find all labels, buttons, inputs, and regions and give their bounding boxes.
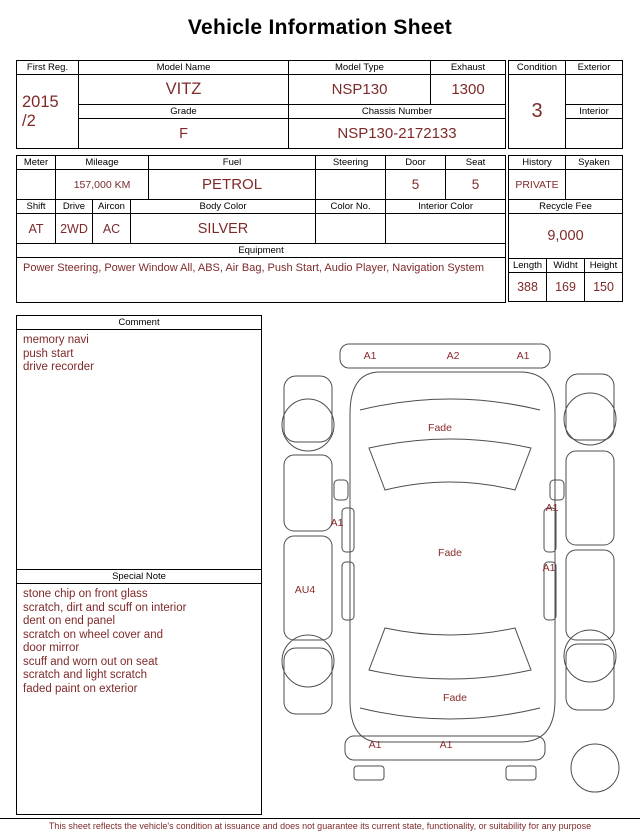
spec-table [16,155,506,303]
spare-wheel [571,744,619,792]
damage-mark-left-side: A1 [330,517,344,529]
vehicle-diagram [268,318,630,795]
interior-label: Interior [566,105,623,119]
left-mirror-shape [334,480,348,500]
width-value: 169 [547,273,585,302]
left-front-wheel [282,399,334,451]
chassis-number-label: Chassis Number [289,105,506,119]
interior-value [566,119,623,149]
special-note-line: door mirror [23,642,80,654]
recycle-fee-value: 9,000 [509,214,623,259]
footer-divider [0,818,640,819]
history-table [508,155,623,302]
meter-label: Meter [17,156,56,170]
recycle-fee-label: Recycle Fee [509,200,623,214]
body-color-label: Body Color [131,200,316,214]
shift-value: AT [17,214,56,244]
height-value: 150 [585,273,623,302]
damage-mark-front-right: A1 [516,350,530,362]
grade-value: F [79,119,289,149]
left-rear-wheel [282,635,334,687]
comment-text [17,330,261,569]
steering-value [316,170,386,200]
equipment-value: Power Steering, Power Window All, ABS, Air Bag, Push Start, Audio Player, Navigation System [17,258,506,303]
exterior-value [566,75,623,105]
color-no-value [316,214,386,244]
special-note-line: scratch on wheel cover and [23,628,163,641]
special-note-line: scratch and light scratch [23,669,148,681]
seat-value: 5 [446,170,506,200]
damage-mark-rear-center: A1 [439,739,453,751]
aircon-value: AC [93,214,131,244]
special-note-header: Special Note [17,569,261,584]
interior-color-label: Interior Color [386,200,506,214]
syaken-value [566,170,623,200]
damage-mark-front-center: A2 [446,350,460,362]
comment-line: memory navi [23,334,89,346]
model-type-label: Model Type [289,61,431,75]
comment-header: Comment [17,316,261,330]
history-value: PRIVATE [509,170,566,200]
length-value: 388 [509,273,547,302]
vehicle-info-table [16,60,506,149]
steering-label: Steering [316,156,386,170]
condition-table [508,60,623,149]
chassis-number-value: NSP130-2172133 [289,119,506,149]
condition-label: Condition [509,61,566,75]
exhaust-value: 1300 [431,75,506,105]
door-value: 5 [386,170,446,200]
right-rear-wheel [564,630,616,682]
left-side-view [282,376,334,714]
damage-mark-right-front-door: A1 [545,502,559,514]
seat-label: Seat [446,156,506,170]
shift-label: Shift [17,200,56,214]
color-no-label: Color No. [316,200,386,214]
first-reg-value [17,75,79,149]
special-note-line: dent on end panel [23,615,116,627]
width-label: Widht [547,259,585,273]
comment-panel [16,315,262,815]
aircon-label: Aircon [93,200,131,214]
footer-disclaimer: This sheet reflects the vehicle's condition at issuance and does not guarantee its current state, functionality, or suitability for any purpose [48,821,592,831]
drive-label: Drive [56,200,93,214]
height-label: Height [585,259,623,273]
special-note-line: scratch, dirt and scuff on interior [23,601,187,614]
meter-value [17,170,56,200]
exhaust-label: Exhaust [431,61,506,75]
special-note-line: stone chip on front glass [23,588,148,600]
damage-mark-roof-fade: Fade [438,547,462,559]
right-front-wheel [564,393,616,445]
model-type-value: NSP130 [289,75,431,105]
drive-value: 2WD [56,214,93,244]
interior-color-value [386,214,506,244]
syaken-label: Syaken [566,156,623,170]
comment-line: push start [23,347,74,360]
rear-bumper-shape [345,736,619,792]
damage-mark-left-door: AU4 [294,584,316,596]
history-label: History [509,156,566,170]
right-side-view [564,374,616,710]
special-note-line: scuff and worn out on seat [23,655,158,668]
exterior-label: Exterior [566,61,623,75]
body-color-value: SILVER [131,214,316,244]
door-label: Door [386,156,446,170]
page-title: Vehicle Information Sheet [187,16,453,39]
equipment-label: Equipment [17,244,506,258]
mileage-value: 157,000 KM [56,170,149,200]
model-name-value: VITZ [79,75,289,105]
damage-mark-rear-left: A1 [368,739,382,751]
first-reg-label: First Reg. [17,61,79,75]
fuel-value: PETROL [149,170,316,200]
length-label: Length [509,259,547,273]
condition-grade-value: 3 [509,75,566,149]
damage-mark-hood-fade: Fade [428,422,452,434]
mileage-label: Mileage [56,156,149,170]
fuel-label: Fuel [149,156,316,170]
special-note-line: faded paint on exterior [23,682,138,695]
special-note-text [17,584,261,814]
damage-mark-right-rear-door: A1 [542,562,556,574]
first-reg-month: /2 [22,111,36,130]
damage-mark-front-left: A1 [363,350,377,362]
first-reg-year: 2015 [22,92,59,111]
model-name-label: Model Name [79,61,289,75]
damage-mark-rear-fade: Fade [443,692,467,704]
grade-label: Grade [79,105,289,119]
right-mirror-shape [550,480,564,500]
comment-line: drive recorder [23,361,94,373]
